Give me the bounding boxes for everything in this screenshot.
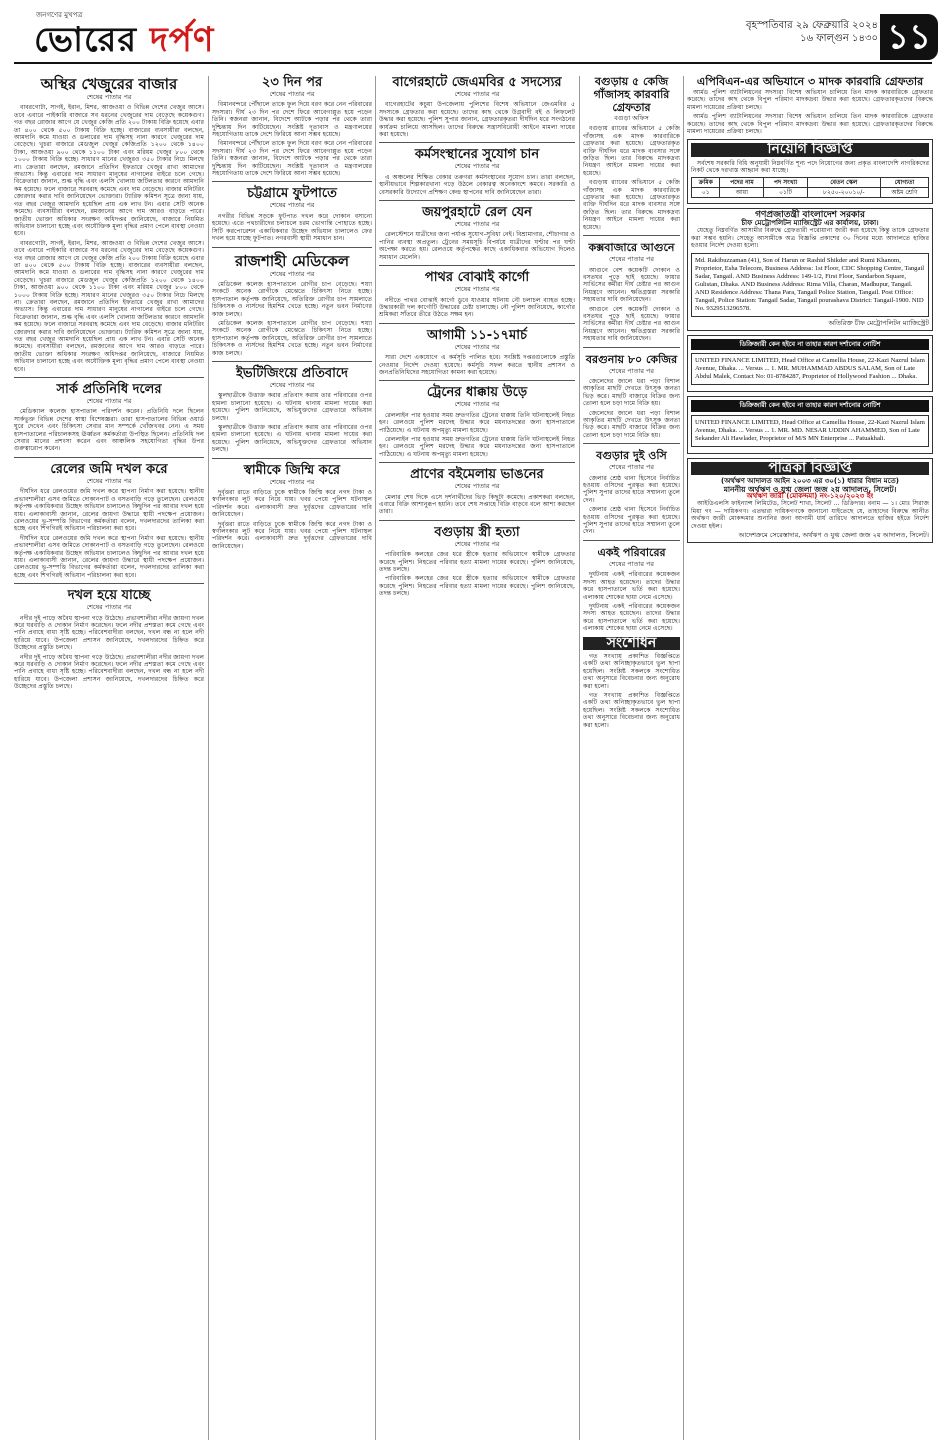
- article-title[interactable]: বরগুনায় ৮০ কেজির: [585, 352, 678, 366]
- column-1: [14, 72, 204, 1444]
- divider: [583, 347, 680, 348]
- article-body: রেললাইন পার হওয়ার সময় দ্রুতগতির ট্রেনের ধাক্কায় তিনি ঘটনাস্থলেই নিহত হন। রেলওয়ে পুলিশ মরদেহ উদ্ধার করে ময়নাতদন্তের জন্য হাসপাতালে পাঠিয়েছে। এ ঘটনায় অপমৃত্যু মামলা হয়েছে।: [379, 435, 575, 458]
- article-title[interactable]: বগুড়ার দুই ওসি: [596, 449, 667, 463]
- article-title[interactable]: স্বামীকে জিম্মি করে: [243, 462, 341, 478]
- article-body: দুর্ঘটনায় একই পরিবারের কয়েকজন সদস্য আহত হয়েছেন। তাদের উদ্ধার করে হাসপাতালে ভর্তি করা হয়েছে। এলাকায় শোকের ছায়া নেমে এসেছে।: [583, 571, 680, 601]
- divider: [379, 520, 575, 521]
- article-title[interactable]: রাজশাহী মেডিকেল: [234, 251, 350, 270]
- article-body: বাবরগোটা, সাগই, ইরান, মিশর, আজওয়া ও বিভিন্ন দেশের খেজুর আসে। তবে এবারে পাইকারি বাজারে সব ধরনের খেজুরের দাম বেড়েছে কয়েকগুণ। গত বছর রোজার আগে যে খেজুর কেজি প্রতি ২০০ টাকায় বিক্রি হয়েছে এবার তা ৪০০ থেকে ৫০০ টাকায় বিক্রি হচ্ছে। বাজারের ব্যবসায়ীরা বলছেন, আমদানি কমে যাওয়া ও ডলারের দাম বৃদ্ধিসহ নানা কারণে খেজুরের দাম বেড়েছে। খুচরা বাজারে মেডজুল খেজুর কেজিপ্রতি ১২০০ থেকে ১৪০০ টাকা, আজওয়া ৯০০ থেকে ১১০০ টাকা এবং মরিয়ম খেজুর ৮০০ থেকে ১০০০ টাকায় বিক্রি হচ্ছে। সাধারণ মানের খেজুরও ৩৫০ টাকার নিচে মিলছে না। ক্রেতারা বলছেন, রমজানে প্রতিদিন ইফতারে খেজুর রাখা আমাদের অভ্যাস। কিন্তু এবারের দাম সাধারণ মানুষের নাগালের বাইরে চলে গেছে। বিক্রেতারা জানান, শুল্ক বৃদ্ধি এবং এলসি খোলায় জটিলতার কারণে আমদানি কম হয়েছে। ফলে বাজারে সরবরাহ কমেছে এবং দাম বেড়েছে। বাজার মনিটরিং জোরদার করার দাবি জানিয়েছেন ভোক্তারা। ট্যারিফ কমিশন সূত্রে জানা যায়, গত বছর খেজুর আমদানি হয়েছিল প্রায় এক লাখ টন। এবার সেটি অনেক কমেছে। ব্যবসায়ীরা বলছেন, রমজানের আগে দাম আরও বাড়তে পারে। জাতীয় ভোক্তা অধিকার সংরক্ষণ অধিদপ্তর জানিয়েছে, বাজারে নিয়মিত অভিযান চালানো হচ্ছে এবং অযৌক্তিক মূল্য বৃদ্ধির প্রমাণ পেলে ব্যবস্থা নেওয়া হবে।: [14, 104, 204, 238]
- article-title[interactable]: প্রাণের বইমেলায় ভাঙনের: [410, 467, 544, 483]
- article-continued: শেষের পাতার পর: [454, 342, 500, 351]
- divider: [212, 247, 372, 248]
- article-continued: শেষের পাতার পর: [269, 90, 315, 98]
- article-continued: শেষের পাতার পর: [269, 380, 315, 389]
- date-gregorian: বৃহস্পতিবার ২৯ ফেব্রুয়ারি ২০২৪: [746, 20, 878, 31]
- column-3: [379, 72, 575, 1444]
- article-body: পারিবারিক কলহের জের ধরে স্ত্রীকে হত্যার অভিযোগে স্বামীকে গ্রেফতার করেছে পুলিশ। নিহতের পরিবার হত্যা মামলা দায়ের করেছে। পুলিশ জানিয়েছে, তদন্ত চলছে।: [379, 551, 575, 574]
- decree-notice[interactable]: [687, 396, 933, 453]
- notice-subheading: চীফ মেট্রোপলিটন ম্যাজিস্ট্রেট এর কার্যালয়, ঢাকা।: [741, 218, 879, 227]
- article-title[interactable]: ট্রেনের ধাক্কায় উড়ে: [426, 385, 528, 401]
- article-title[interactable]: বগুড়ায় স্ত্রী হত্যা: [434, 524, 520, 540]
- article-continued: শেষের পাতার পর: [269, 201, 315, 210]
- divider: [379, 265, 575, 266]
- article-body: সারা দেশে একযোগে এ কর্মসূচি পালিত হবে। সংশ্লিষ্ট দপ্তরগুলোকে প্রস্তুতি নেওয়ার নির্দেশ দেওয়া হয়েছে। কর্মসূচি সফল করতে স্থানীয় প্রশাসন ও জনপ্রতিনিধিদের সহযোগিতা কামনা করা হয়েছে।: [379, 354, 575, 376]
- article-body: আর্মড পুলিশ ব্যাটালিয়নের সদস্যরা বিশেষ অভিযান চালিয়ে তিন মাদক কারবারিকে গ্রেফতার করেছে। তাদের কাছ থেকে বিপুল পরিমাণ মাদকদ্রব্য উদ্ধার করা হয়েছে। গ্রেফতারকৃতদের বিরুদ্ধে মামলা দায়েরের প্রক্রিয়া চলছে।: [687, 89, 933, 111]
- article-title[interactable]: ইভটিজিংয়ে প্রতিবাদে: [236, 365, 348, 381]
- article-title[interactable]: পাথর বোঝাই কার্গো: [424, 270, 530, 286]
- dateline: [693, 19, 878, 45]
- divider: [212, 181, 372, 182]
- table-header: ক্রমিক: [692, 177, 720, 187]
- article-continued: শেষের পাতার পর: [454, 482, 500, 491]
- article-title[interactable]: বাগেরহাটে জেএমবির ৫ সদস্যের: [392, 75, 562, 90]
- article-continued: শেষের পাতার পর: [269, 477, 315, 486]
- column-rule: [208, 76, 209, 1440]
- article-title[interactable]: এপিবিএন-এর অভিযানে ৩ মাদক কারবারি গ্রেফতার: [696, 75, 924, 88]
- divider: [212, 458, 372, 459]
- article-body: আর্মড পুলিশ ব্যাটালিয়নের সদস্যরা বিশেষ অভিযান চালিয়ে তিন মাদক কারবারিকে গ্রেফতার করেছে। তাদের কাছ থেকে বিপুল পরিমাণ মাদকদ্রব্য উদ্ধার করা হয়েছে। গ্রেফতারকৃতদের বিরুদ্ধে মামলা দায়েরের প্রক্রিয়া চলছে।: [687, 113, 933, 136]
- table-cell: ৮২৫০-২০০১০/-: [807, 188, 880, 198]
- article-continued: শেষের পাতার পর: [454, 90, 500, 98]
- correction-body: গত সংখ্যায় প্রকাশিত বিজ্ঞপ্তিতে একটি তথ্য অনিচ্ছাকৃতভাবে ভুল ছাপা হয়েছিল। সংশ্লিষ্ট সকলকে সংশোধিত তথ্য অনুসারে বিবেচনার জন্য অনুরোধ করা হলো।: [583, 652, 680, 690]
- article-title[interactable]: সার্ক প্রতিনিধি দলের: [56, 382, 162, 398]
- article-title[interactable]: ২৩ দিন পর: [261, 75, 323, 90]
- masthead-tagline: জনগণের মুখপত্র: [36, 11, 83, 19]
- divider: [583, 235, 680, 236]
- article-body: বিমানবন্দরে পৌঁছালে তাকে ফুল দিয়ে বরণ করে নেন পরিবারের সদস্যরা। দীর্ঘ ২৩ দিন পর দেশে ফিরে আবেগাপ্লুত হয়ে পড়েন তিনি। স্বজনরা জানান, বিদেশে আটকে পড়ার পর থেকে তারা দুশ্চিন্তায় দিন কাটিয়েছেন। সংশ্লিষ্ট দূতাবাস ও মন্ত্রণালয়ের সহযোগিতায় তাকে দেশে ফিরিয়ে আনা সম্ভব হয়েছে।: [212, 101, 372, 139]
- divider: [583, 443, 680, 444]
- article-body: জেলার শ্রেষ্ঠ থানা হিসেবে নির্বাচিত হওয়ায় ওসিদের পুরস্কৃত করা হয়েছে। পুলিশ সুপার তাদের হাতে সম্মাননা তুলে দেন।: [583, 506, 680, 536]
- page-number: ১১: [880, 14, 938, 60]
- masthead-rule: [14, 62, 932, 64]
- article-body: দুর্বৃত্তরা রাতে বাড়িতে ঢুকে স্বামীকে জিম্মি করে নগদ টাকা ও স্বর্ণালংকার লুট করে নিয়ে যায়। খবর পেয়ে পুলিশ ঘটনাস্থল পরিদর্শন করে। এলাকাবাসী দ্রুত দুর্বৃত্তদের গ্রেফতারের দাবি জানিয়েছেন।: [212, 520, 372, 550]
- article-continued: শেষের পাতার পর: [86, 93, 132, 101]
- article-continued: শেষের পাতার পর: [86, 397, 132, 406]
- article-body: নগরীর বিভিন্ন সড়কে ফুটপাত দখল করে দোকান বসানো হয়েছে। এতে পথচারীদের চলাচলে চরম ভোগান্তি পোহাতে হচ্ছে। সিটি করপোরেশন একাধিকবার উচ্ছেদ অভিযান চালালেও ফের দখল হয়ে যাচ্ছে ফুটপাত। নগরবাসী স্থায়ী সমাধান চান।: [212, 212, 372, 243]
- article-body: নদীর দুই পাড়ে অবৈধ স্থাপনা গড়ে উঠেছে। প্রভাবশালীরা নদীর জায়গা দখল করে ঘরবাড়ি ও দোকান নির্মাণ করেছেন। ফলে নদীর প্রশস্ততা কমে গেছে এবং পানি প্রবাহে বাধা সৃষ্টি হচ্ছে। পরিবেশবাদীরা বলছেন, দখল বন্ধ না হলে নদী হারিয়ে যাবে। উপজেলা প্রশাসন জানিয়েছে, দখলদারদের চিহ্নিত করে উচ্ছেদের প্রস্তুতি চলছে।: [14, 653, 204, 691]
- article-continued: শেষের পাতার পর: [608, 463, 654, 472]
- notice-signature: অতিরিক্ত চীফ মেট্রোপলিটন ম্যাজিস্ট্রেট: [828, 318, 929, 327]
- article-title[interactable]: দখল হয়ে যাচ্ছে: [67, 588, 151, 604]
- table-cell: অষ্টম শ্রেণি: [880, 188, 928, 198]
- article-body: স্কুলছাত্রীকে উত্ত্যক্ত করার প্রতিবাদ করায় তার পরিবারের ওপর হামলা চালানো হয়েছে। এ ঘটনায় থানায় মামলা দায়ের করা হয়েছে। পুলিশ জানিয়েছে, অভিযুক্তদের গ্রেফতারে অভিযান চলছে।: [212, 424, 372, 454]
- article-title[interactable]: রেলের জমি দখল করে: [50, 461, 168, 477]
- table-header: পদের নাম: [720, 177, 764, 187]
- article-body: মেডিকেল কলেজ হাসপাতালে রোগীর চাপ বেড়েছে। শয্যা সংকটে অনেক রোগীকে মেঝেতে চিকিৎসা নিতে হচ্ছে। হাসপাতাল কর্তৃপক্ষ জানিয়েছে, অতিরিক্ত রোগীর চাপ সামলাতে চিকিৎসক ও নার্সদের হিমশিম খেতে হচ্ছে। নতুন ভবন নির্মাণের কাজ চলছে।: [212, 319, 372, 357]
- column-rule: [683, 76, 684, 1440]
- article-continued: শেষের পাতার পর: [608, 559, 654, 568]
- notice-heading: ডিক্রিজারী কেন হইবে না তাহার কারণ দর্শানোর নোটিশ: [691, 400, 929, 411]
- column-4: [583, 72, 680, 1444]
- article-body: রেলস্টেশনে যাত্রীদের জন্য পর্যাপ্ত সুযোগ-সুবিধা নেই। বিশ্রামাগার, শৌচাগার ও পানির ব্যবস্থা অপ্রতুল। ট্রেনের সময়সূচি বিপর্যয়ে যাত্রীদের ঘণ্টার পর ঘণ্টা অপেক্ষা করতে হয়। রেলওয়ে কর্তৃপক্ষের কাছে একাধিকবার অভিযোগ দিলেও সমাধান মেলেনি।: [379, 231, 575, 261]
- notice-body: যেহেতু নিম্নবর্ণিত আসামীর বিরুদ্ধে গ্রেফতারী পরোয়ানা জারী করা হয়েছে কিন্তু তাকে গ্রেফতার করা সম্ভব হয়নি। সেহেতু আসামীকে অত্র বিজ্ঞপ্তি প্রকাশের ৩০ দিনের মধ্যে আদালতে হাজির হওয়ার নির্দেশ দেওয়া হলো।: [691, 227, 929, 250]
- correction-body: গত সংখ্যায় প্রকাশিত বিজ্ঞপ্তিতে একটি তথ্য অনিচ্ছাকৃতভাবে ভুল ছাপা হয়েছিল। সংশ্লিষ্ট সকলকে সংশোধিত তথ্য অনুসারে বিবেচনার জন্য অনুরোধ করা হলো।: [583, 691, 680, 729]
- article-byline: বগুড়া অফিস: [614, 114, 649, 122]
- article-continued: শেষের পাতার পর: [608, 255, 654, 264]
- notice-subheading: (অর্থঋণ আদালত আইন ২০০৩ এর ৩০(১) ধারার বিধান মতে): [721, 477, 899, 486]
- divider: [212, 361, 372, 362]
- table-header-row: [692, 177, 929, 187]
- decree-notice[interactable]: [687, 335, 933, 392]
- article-continued: শেষের পাতার পর: [86, 603, 132, 612]
- article-body: বগুড়ায় র‌্যাবের অভিযানে ৫ কেজি গাঁজাসহ এক মাদক কারবারিকে গ্রেফতার করা হয়েছে। গ্রেফতারকৃত ব্যক্তি দীর্ঘদিন ধরে মাদক ব্যবসার সঙ্গে জড়িত ছিল। তার বিরুদ্ধে মাদকদ্রব্য নিয়ন্ত্রণ আইনে মামলা দায়ের করা হয়েছে।: [583, 179, 680, 231]
- accused-details: Md. Rakibuzzaman (41), Son of Harun or Rashid Shikder and Rumi Khanom, Proprietor, Esha Telecom, Business Address: 1st Floor, CDC Shopping Centre, Tangail Sadar, Tangail. AND Business Address: 149-1/2, First Floor, Sandarbon Square, Gulistan, Dhaka. AND Business Address: Rima Villa, Charan, Madhupur, Tangail. AND Residence Address: Thana Para, Tangail Police Station, Tangail. Post Office: Tangail, Police Station: Tangail Sadar, Tangail pourashava District: Tangail-1900. NID No. 9329513296578.: [691, 253, 929, 317]
- divider: [14, 457, 204, 458]
- newspaper-notice[interactable]: [687, 458, 933, 544]
- article-body: এ অঞ্চলের শিক্ষিত বেকার তরুণরা কর্মসংস্থানের সুযোগ চান। তারা বলছেন, স্থানীয়ভাবে শিল্পকারখানা গড়ে উঠলে বেকারত্ব অনেকাংশে কমবে। সরকারি ও বেসরকারি উদ্যোগে প্রশিক্ষণ কেন্দ্র স্থাপনের দাবি জানিয়েছেন তারা।: [379, 173, 575, 196]
- article-body: জেলেদের জালে ধরা পড়া বিশাল আকৃতির মাছটি দেখতে উৎসুক জনতা ভিড় করে। মাছটি বাজারে বিক্রির জন্য তোলা হলে চড়া দামে বিক্রি হয়।: [583, 377, 680, 408]
- court-name: মাননীয় অর্থঋণ ও যুগ্ম জেলা জজ ২য় আদালত, সিলেট।: [723, 484, 897, 494]
- article-body: দুর্বৃত্তরা রাতে বাড়িতে ঢুকে স্বামীকে জিম্মি করে নগদ টাকা ও স্বর্ণালংকার লুট করে নিয়ে যায়। খবর পেয়ে পুলিশ ঘটনাস্থল পরিদর্শন করে। এলাকাবাসী দ্রুত দুর্বৃত্তদের গ্রেফতারের দাবি জানিয়েছেন।: [212, 489, 372, 519]
- article-body: মেডিক্যাল কলেজ হাসপাতাল পরিদর্শন করেন। প্রতিনিধি দলে ছিলেন সার্কভুক্ত বিভিন্ন দেশের স্বাস্থ্য বিশেষজ্ঞরা। তারা হাসপাতালের বিভিন্ন ওয়ার্ড ঘুরে দেখেন এবং চিকিৎসা সেবার মান সম্পর্কে খোঁজখবর নেন। এ সময় হাসপাতালের পরিচালকসহ ঊর্ধ্বতন কর্মকর্তারা উপস্থিত ছিলেন। প্রতিনিধি দল সেবার মানের প্রশংসা করেন এবং আঞ্চলিক সহযোগিতা বৃদ্ধির উপর গুরুত্বারোপ করেন।: [14, 408, 204, 453]
- notice-details: UNITED FINANCE LIMITED, Head Office at Camellia House, 22-Kazi Nazrul Islam Avenue, Dhaka. ... Versus ... 1. MR. MD. NESAR UDDIN AHAMMED, Son of Late Sekander Ali Hawlader, Proprietor of M/S MN Enterprise ... Patuakhali.: [691, 415, 929, 447]
- article-continued: শেষের পাতার পর: [454, 162, 500, 171]
- article-body: জেলার শ্রেষ্ঠ থানা হিসেবে নির্বাচিত হওয়ায় ওসিদের পুরস্কৃত করা হয়েছে। পুলিশ সুপার তাদের হাতে সম্মাননা তুলে দেন।: [583, 474, 680, 504]
- article-continued: শেষের পাতার পর: [608, 366, 654, 375]
- notice-signature: আদেশক্রমে সেরেস্তাদার, অর্থঋণ ও যুগ্ম জেলা জজ ২য় আদালত, সিলেট।: [738, 530, 929, 539]
- divider: [583, 540, 680, 541]
- notice-heading: গণপ্রজাতন্ত্রী বাংলাদেশ সরকার: [755, 210, 865, 221]
- article-continued: শেষের পাতার পর: [454, 539, 500, 548]
- notice-heading: পত্রিকা বিজ্ঞপ্তি: [691, 462, 929, 475]
- table-cell: ০১: [692, 188, 720, 198]
- table-header: বেতন স্কেল: [807, 177, 880, 187]
- article-body: জেলেদের জালে ধরা পড়া বিশাল আকৃতির মাছটি দেখতে উৎসুক জনতা ভিড় করে। মাছটি বাজারে বিক্রির জন্য তোলা হলে চড়া দামে বিক্রি হয়।: [583, 409, 680, 439]
- article-body: দীর্ঘদিন ধরে রেলওয়ের জমি দখল করে স্থাপনা নির্মাণ করা হয়েছে। স্থানীয় প্রভাবশালীরা এসব জমিতে দোকানপাট ও বসতবাড়ি গড়ে তুলেছেন। রেলওয়ে কর্তৃপক্ষ একাধিকবার উচ্ছেদ অভিযান চালালেও কিছুদিন পর আবার দখল হয়ে যায়। এলাকাবাসী জানান, রেলের জায়গা উদ্ধারে স্থায়ী পদক্ষেপ প্রয়োজন। রেলওয়ের ভূ-সম্পত্তি বিভাগের কর্মকর্তারা বলেন, দখলদারদের তালিকা করা হচ্ছে এবং শিগগিরই অভিযান পরিচালনা করা হবে।: [14, 534, 204, 579]
- vacancy-table: [691, 177, 929, 199]
- logo-part-a: ভোরের: [34, 20, 138, 60]
- article-title[interactable]: চট্টগ্রামে ফুটপাতে: [247, 186, 337, 202]
- article-body: বগুড়ায় র‌্যাবের অভিযানে ৫ কেজি গাঁজাসহ এক মাদক কারবারিকে গ্রেফতার করা হয়েছে। গ্রেফতারকৃত ব্যক্তি দীর্ঘদিন ধরে মাদক ব্যবসার সঙ্গে জড়িত ছিল। তার বিরুদ্ধে মাদকদ্রব্য নিয়ন্ত্রণ আইনে মামলা দায়ের করা হয়েছে।: [583, 125, 680, 177]
- table-row: [692, 188, 929, 198]
- divider: [14, 377, 204, 378]
- article-body: বিমানবন্দরে পৌঁছালে তাকে ফুল দিয়ে বরণ করে নেন পরিবারের সদস্যরা। দীর্ঘ ২৩ দিন পর দেশে ফিরে আবেগাপ্লুত হয়ে পড়েন তিনি। স্বজনরা জানান, বিদেশে আটকে পড়ার পর থেকে তারা দুশ্চিন্তায় দিন কাটিয়েছেন। সংশ্লিষ্ট দূতাবাস ও মন্ত্রণালয়ের সহযোগিতায় তাকে দেশে ফিরিয়ে আনা সম্ভব হয়েছে।: [212, 140, 372, 178]
- court-notice[interactable]: [687, 208, 933, 330]
- article-title[interactable]: জয়পুরহাটে রেল যেন: [422, 205, 532, 221]
- article-body: আগুনে বেশ কয়েকটি দোকান ও বসতঘর পুড়ে ছাই হয়েছে। ফায়ার সার্ভিসের কর্মীরা দীর্ঘ চেষ্টার পর আগুন নিয়ন্ত্রণে আনেন। ক্ষতিগ্রস্তরা সরকারি সহায়তার দাবি জানিয়েছেন।: [583, 305, 680, 343]
- divider: [14, 583, 204, 584]
- article-title[interactable]: আগামী ১১-১৭মার্চ: [426, 327, 528, 343]
- table-header: পদ সংখ্যা: [764, 177, 807, 187]
- table-cell: ০১টি: [764, 188, 807, 198]
- article-title[interactable]: অস্থির খেজুরের বাজার: [40, 75, 178, 93]
- article-continued: শেষের পাতার পর: [454, 285, 500, 294]
- article-body: স্কুলছাত্রীকে উত্ত্যক্ত করার প্রতিবাদ করায় তার পরিবারের ওপর হামলা চালানো হয়েছে। এ ঘটনায় থানায় মামলা দায়ের করা হয়েছে। পুলিশ জানিয়েছে, অভিযুক্তদের গ্রেফতারে অভিযান চলছে।: [212, 392, 372, 422]
- notice-body: সর্বশেষ সরকারি বিধি অনুযায়ী নিম্নবর্ণিত শূন্য পদে নিয়োগের জন্য প্রকৃত বাংলাদেশি নাগরিকদের নিকট থেকে দরখাস্ত আহ্বান করা যাচ্ছে।: [691, 159, 929, 175]
- article-body: বাগেরহাটের কচুয়া উপজেলায় পুলিশের বিশেষ অভিযানে জেএমবির ৫ সদস্যকে গ্রেফতার করা হয়েছে। তাদের কাছ থেকে উগ্রবাদী বই ও লিফলেট উদ্ধার করা হয়েছে। পুলিশ সুপার জানান, গ্রেফতারকৃতরা দীর্ঘদিন ধরে সংগঠনের কার্যক্রম চালিয়ে আসছিল। তাদের বিরুদ্ধে সন্ত্রাসবিরোধী আইনে মামলা দায়ের করা হয়েছে।: [379, 101, 575, 139]
- article-body: মেডিকেল কলেজ হাসপাতালে রোগীর চাপ বেড়েছে। শয্যা সংকটে অনেক রোগীকে মেঝেতে চিকিৎসা নিতে হচ্ছে। হাসপাতাল কর্তৃপক্ষ জানিয়েছে, অতিরিক্ত রোগীর চাপ সামলাতে চিকিৎসক ও নার্সদের হিমশিম খেতে হচ্ছে। নতুন ভবন নির্মাণের কাজ চলছে।: [212, 280, 372, 318]
- article-body: আগুনে বেশ কয়েকটি দোকান ও বসতঘর পুড়ে ছাই হয়েছে। ফায়ার সার্ভিসের কর্মীরা দীর্ঘ চেষ্টার পর আগুন নিয়ন্ত্রণে আনেন। ক্ষতিগ্রস্তরা সরকারি সহায়তার দাবি জানিয়েছেন।: [583, 266, 680, 304]
- article-body: মেলার শেষ দিকে এসে দর্শনার্থীদের ভিড় কিছুটা কমেছে। প্রকাশকরা বলছেন, এবারে বিক্রি আশানুরূপ হয়নি। তবে শেষ সপ্তাহে বিক্রি বাড়বে বলে আশা করছেন তারা।: [379, 493, 575, 516]
- column-5: [687, 72, 933, 1444]
- article-body: নদীর দুই পাড়ে অবৈধ স্থাপনা গড়ে উঠেছে। প্রভাবশালীরা নদীর জায়গা দখল করে ঘরবাড়ি ও দোকান নির্মাণ করেছেন। ফলে নদীর প্রশস্ততা কমে গেছে এবং পানি প্রবাহে বাধা সৃষ্টি হচ্ছে। পরিবেশবাদীরা বলছেন, দখল বন্ধ না হলে নদী হারিয়ে যাবে। উপজেলা প্রশাসন জানিয়েছে, দখলদারদের চিহ্নিত করে উচ্ছেদের প্রস্তুতি চলছে।: [14, 614, 204, 652]
- column-rule: [579, 76, 580, 1440]
- article-body: নদীতে পাথর বোঝাই কার্গো ডুবে যাওয়ার ঘটনায় নৌ চলাচল ব্যাহত হচ্ছে। উদ্ধারকারী দল কার্গোটি উদ্ধারের চেষ্টা চালাচ্ছে। নৌ পুলিশ জানিয়েছে, কার্গোর শ্রমিকরা সাঁতরে তীরে উঠতে সক্ষম হন।: [379, 296, 575, 319]
- article-title[interactable]: কর্মসংস্থানের সুযোগ চান: [414, 147, 540, 163]
- table-cell: আয়া: [720, 188, 764, 198]
- notice-heading: ডিক্রিজারী কেন হইবে না তাহার কারণ দর্শানোর নোটিশ: [691, 339, 929, 350]
- divider: [379, 380, 575, 381]
- article-continued: শেষের পাতার পর: [269, 269, 315, 278]
- recruitment-notice[interactable]: [687, 139, 933, 204]
- notice-heading: নিয়োগ বিজ্ঞপ্তি: [691, 143, 929, 156]
- correction-heading: সংশোধন: [583, 637, 680, 650]
- article-continued: শেষের পাতার পর: [86, 476, 132, 485]
- divider: [379, 462, 575, 463]
- logo-part-b: দর্পণ: [137, 20, 215, 60]
- column-rule: [375, 76, 376, 1440]
- article-title[interactable]: বগুড়ায় ৫ কেজি গাঁজাসহ কারবারি গ্রেফতার: [593, 75, 670, 114]
- article-continued: শেষের পাতার পর: [454, 400, 500, 409]
- article-body: দুর্ঘটনায় একই পরিবারের কয়েকজন সদস্য আহত হয়েছেন। তাদের উদ্ধার করে হাসপাতালে ভর্তি করা হয়েছে। এলাকায় শোকের ছায়া নেমে এসেছে।: [583, 602, 680, 633]
- divider: [379, 142, 575, 143]
- article-body: পারিবারিক কলহের জের ধরে স্ত্রীকে হত্যার অভিযোগে স্বামীকে গ্রেফতার করেছে পুলিশ। নিহতের পরিবার হত্যা মামলা দায়ের করেছে। পুলিশ জানিয়েছে, তদন্ত চলছে।: [379, 575, 575, 598]
- article-body: বাবরগোটা, সাগই, ইরান, মিশর, আজওয়া ও বিভিন্ন দেশের খেজুর আসে। তবে এবারে পাইকারি বাজারে সব ধরনের খেজুরের দাম বেড়েছে কয়েকগুণ। গত বছর রোজার আগে যে খেজুর কেজি প্রতি ২০০ টাকায় বিক্রি হয়েছে এবার তা ৪০০ থেকে ৫০০ টাকায় বিক্রি হচ্ছে। বাজারের ব্যবসায়ীরা বলছেন, আমদানি কমে যাওয়া ও ডলারের দাম বৃদ্ধিসহ নানা কারণে খেজুরের দাম বেড়েছে। খুচরা বাজারে মেডজুল খেজুর কেজিপ্রতি ১২০০ থেকে ১৪০০ টাকা, আজওয়া ৯০০ থেকে ১১০০ টাকা এবং মরিয়ম খেজুর ৮০০ থেকে ১০০০ টাকায় বিক্রি হচ্ছে। সাধারণ মানের খেজুরও ৩৫০ টাকার নিচে মিলছে না। ক্রেতারা বলছেন, রমজানে প্রতিদিন ইফতারে খেজুর রাখা আমাদের অভ্যাস। কিন্তু এবারের দাম সাধারণ মানুষের নাগালের বাইরে চলে গেছে। বিক্রেতারা জানান, শুল্ক বৃদ্ধি এবং এলসি খোলায় জটিলতার কারণে আমদানি কম হয়েছে। ফলে বাজারে সরবরাহ কমেছে এবং দাম বেড়েছে। বাজার মনিটরিং জোরদার করার দাবি জানিয়েছেন ভোক্তারা। ট্যারিফ কমিশন সূত্রে জানা যায়, গত বছর খেজুর আমদানি হয়েছিল প্রায় এক লাখ টন। এবার সেটি অনেক কমেছে। ব্যবসায়ীরা বলছেন, রমজানের আগে দাম আরও বাড়তে পারে। জাতীয় ভোক্তা অধিকার সংরক্ষণ অধিদপ্তর জানিয়েছে, বাজারে নিয়মিত অভিযান চালানো হচ্ছে এবং অযৌক্তিক মূল্য বৃদ্ধির প্রমাণ পেলে ব্যবস্থা নেওয়া হবে।: [14, 239, 204, 373]
- notice-details: UNITED FINANCE LIMITED, Head Office at Camellia House, 22-Kazi Nazrul Islam Avenue, Dhaka. ... Versus ... 1. MR. MUHAMMAD ABDUS SALAM, Son of Late Abdul Malek, Contact No: 01-8784287, Proprietor of Hollywood Fashion ... Dhaka.: [691, 353, 929, 385]
- divider: [379, 323, 575, 324]
- table-header: যোগ্যতা: [880, 177, 928, 187]
- date-bengali: ১৬ ফাল্গুন ১৪৩০: [800, 33, 878, 44]
- column-2: [212, 72, 372, 1444]
- article-body: রেললাইন পার হওয়ার সময় দ্রুতগতির ট্রেনের ধাক্কায় তিনি ঘটনাস্থলেই নিহত হন। রেলওয়ে পুলিশ মরদেহ উদ্ধার করে ময়নাতদন্তের জন্য হাসপাতালে পাঠিয়েছে। এ ঘটনায় অপমৃত্যু মামলা হয়েছে।: [379, 411, 575, 434]
- article-body: দীর্ঘদিন ধরে রেলওয়ের জমি দখল করে স্থাপনা নির্মাণ করা হয়েছে। স্থানীয় প্রভাবশালীরা এসব জমিতে দোকানপাট ও বসতবাড়ি গড়ে তুলেছেন। রেলওয়ে কর্তৃপক্ষ একাধিকবার উচ্ছেদ অভিযান চালালেও কিছুদিন পর আবার দখল হয়ে যায়। এলাকাবাসী জানান, রেলের জায়গা উদ্ধারে স্থায়ী পদক্ষেপ প্রয়োজন। রেলওয়ের ভূ-সম্পত্তি বিভাগের কর্মকর্তারা বলেন, দখলদারদের তালিকা করা হচ্ছে এবং শিগগিরই অভিযান পরিচালনা করা হবে।: [14, 488, 204, 533]
- article-title[interactable]: কক্সবাজারে আগুনে: [588, 241, 675, 255]
- notice-body: আইডিএলসি ফাইন্যান্স লিমিটেড, সিলেট শাখা, সিলেট ... ডিক্রিদার। বনাম — ১। মোঃ সিরাজ মিয়া গং — দায়িকগণ। এতদ্বারা দায়িকগণকে জানানো যাইতেছে যে, তাহাদের বিরুদ্ধে আনীত অর্থঋণ জারী মোকদ্দমার শুনানির জন্য আগামী ধার্য তারিখে আদালতে হাজির হইতে নির্দেশ দেওয়া হইল।: [691, 500, 929, 530]
- article-continued: শেষের পাতার পর: [454, 220, 500, 229]
- case-number: অর্থঋণ জারী (মোকদ্দমা) নং-১২০/২০২৩ ইং: [746, 491, 874, 500]
- divider: [379, 200, 575, 201]
- article-title[interactable]: একই পরিবারের: [597, 545, 666, 559]
